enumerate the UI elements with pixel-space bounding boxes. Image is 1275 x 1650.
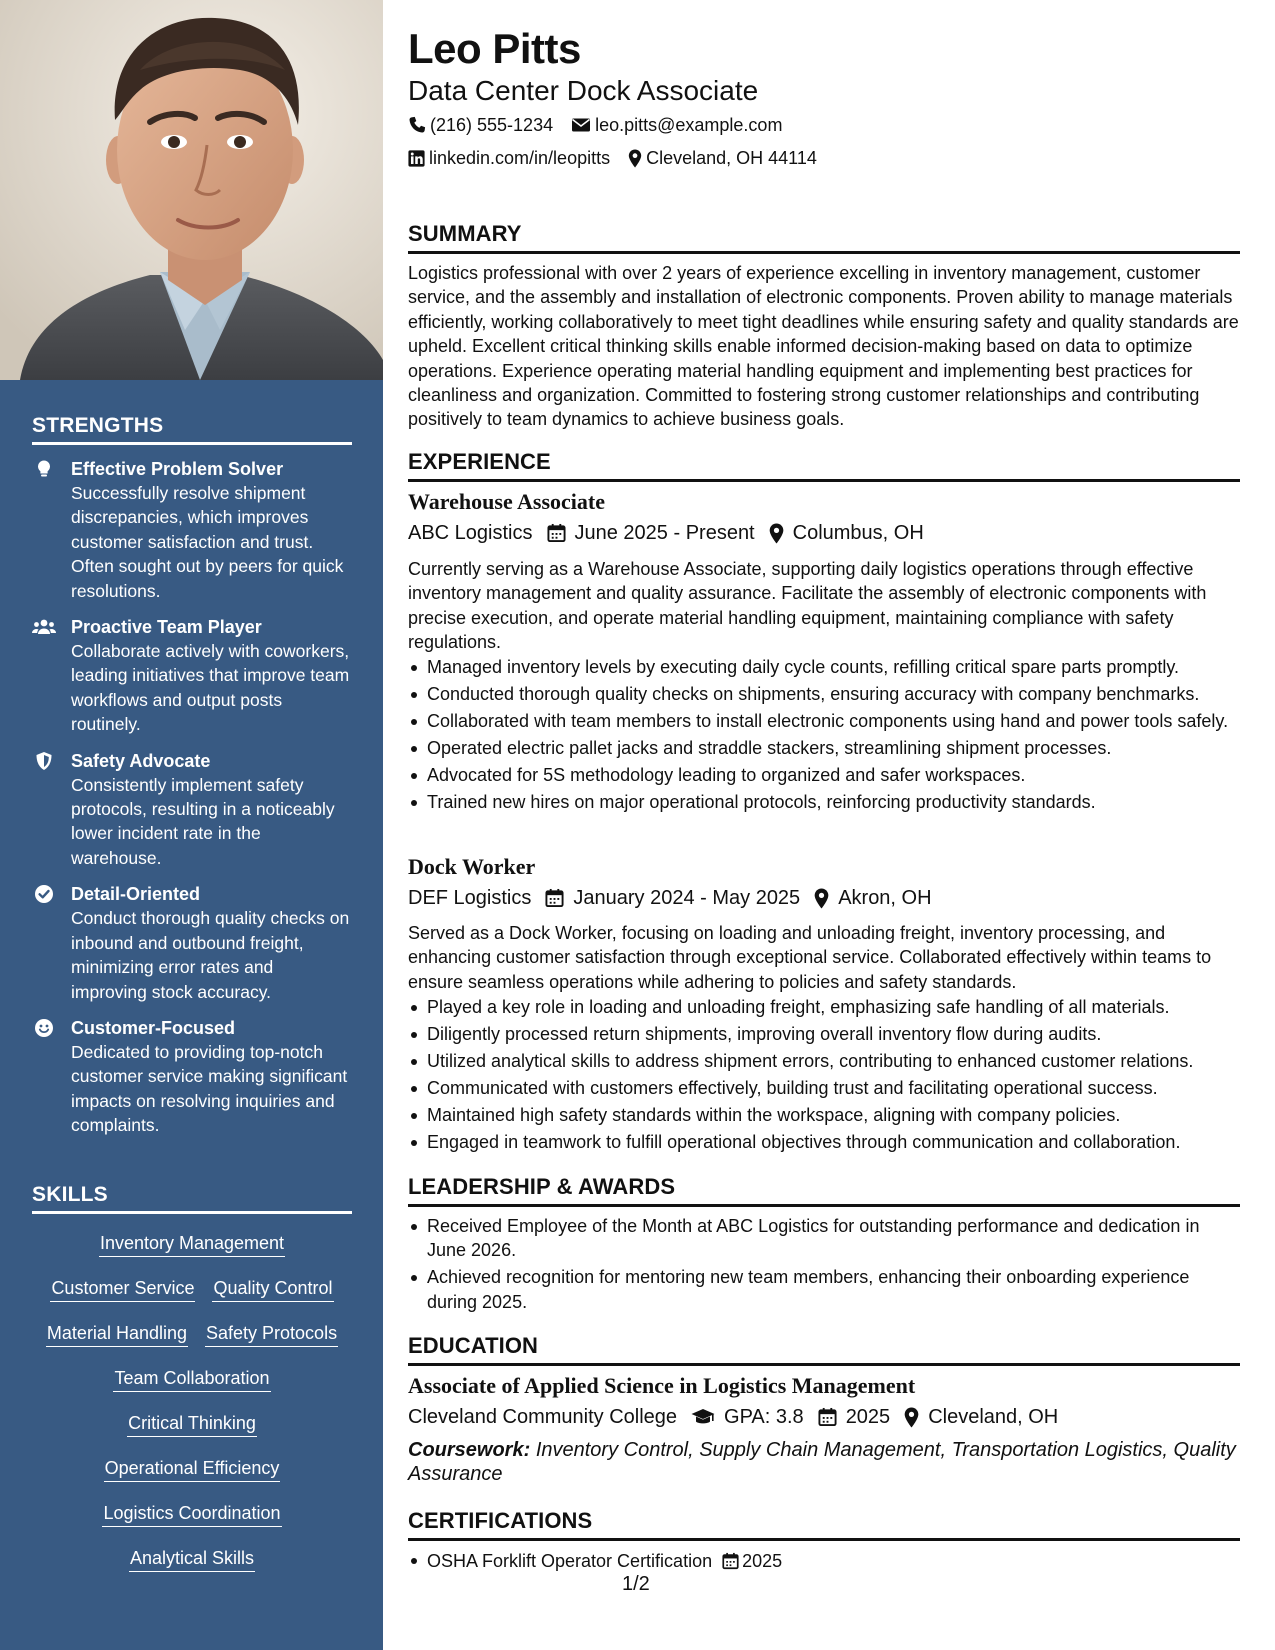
users-icon (32, 617, 56, 637)
list-item: Operated electric pallet jacks and straddle stackers, streamlining shipment processes. (408, 736, 1240, 760)
strength-description: Conduct thorough quality checks on inbound and outbound freight, minimizing error rates and improving stock accuracy. (71, 908, 350, 1002)
calendar-icon (722, 1552, 739, 1570)
list-item: Received Employee of the Month at ABC Logistics for outstanding performance and dedication in June 2026. (408, 1214, 1240, 1263)
portrait-illustration (0, 0, 383, 380)
graduation-cap-icon (691, 1408, 715, 1426)
certification-name: OSHA Forklift Operator Certification (427, 1551, 713, 1571)
location-pin-icon (904, 1407, 919, 1428)
strength-description: Collaborate actively with coworkers, leading initiatives that improve team workflows and output posts routinely. (71, 641, 350, 735)
calendar-icon (545, 888, 564, 908)
calendar-icon (818, 1407, 837, 1427)
gpa-text: GPA: 3.8 (724, 1406, 804, 1428)
skill-tag: Logistics Coordination (102, 1501, 281, 1527)
strength-item (32, 749, 352, 871)
job-description: Served as a Dock Worker, focusing on loading and unloading freight, inventory processing, and enhancing customer satisfaction through exceptional service. Collaborated effectively within teams to ensure seamless operations while adhering to policies and safety standards. (408, 923, 1212, 992)
list-item: Advocated for 5S methodology leading to organized and safer workspaces. (408, 763, 1240, 787)
skill-tag: Team Collaboration (113, 1366, 270, 1392)
coursework-label: Coursework: (408, 1439, 531, 1461)
graduation-year: 2025 (845, 1406, 891, 1428)
strength-item (32, 457, 352, 603)
check-circle-icon (34, 884, 54, 904)
leadership-bullets (408, 1214, 1240, 1314)
strength-description: Consistently implement safety protocols, resulting in a noticeably lower incident rate in the warehouse. (71, 774, 335, 868)
strength-item (32, 882, 352, 1004)
school-name: Cleveland Community College (408, 1406, 678, 1428)
email-link[interactable]: leo.pitts@example.com (595, 115, 783, 135)
strength-description: Dedicated to providing top-notch customer service making significant impacts on resolving inquiries and complaints. (71, 1041, 348, 1136)
job-dates: January 2024 - May 2025 (573, 887, 801, 909)
strength-description: Successfully resolve shipment discrepancies, which improves customer satisfaction and trust. Often sought out by peers for quick resolutions. (71, 483, 344, 601)
skill-tag: Safety Protocols (205, 1321, 338, 1347)
school-location: Cleveland, OH (928, 1406, 1059, 1428)
list-item: Engaged in teamwork to fulfill operational objectives through communication and collaboration. (408, 1130, 1240, 1154)
certification-year: 2025 (742, 1551, 783, 1571)
list-item: Trained new hires on major operational protocols, reinforcing productivity standards. (408, 790, 1240, 814)
lightbulb-icon (34, 459, 54, 479)
company-name: ABC Logistics (408, 522, 533, 544)
skills-section (32, 1183, 352, 1586)
list-item: Maintained high safety standards within the workspace, aligning with company policies. (408, 1103, 1240, 1127)
degree-title: Associate of Applied Science in Logistics Management (408, 1373, 916, 1398)
job-title: Dock Worker (408, 854, 536, 879)
list-item: Achieved recognition for mentoring new team members, enhancing their onboarding experience during 2025. (408, 1265, 1240, 1314)
list-item: Collaborated with team members to install electronic components using hand and power tools safely. (408, 709, 1240, 733)
strength-title: Effective Problem Solver (71, 459, 284, 479)
list-item: Managed inventory levels by executing daily cycle counts, refilling critical spare parts promptly. (408, 655, 1240, 679)
skill-tag: Quality Control (212, 1276, 333, 1302)
strength-title: Customer-Focused (71, 1017, 236, 1038)
contact-row (408, 113, 800, 137)
summary-text: Logistics professional with over 2 years of experience excelling in inventory management, customer service, and the assembly and installation of electronic components. Proven ability to manage materials efficiently, working collaboratively to meet tight deadlines while ensuring safety and quality standards are upheld. Excellent critical thinking skills enable informed decision-making based on data to optimize operations. Experience operating material handling equipment and implementing best practices for cleanliness and organization. Committed to fostering strong customer relationships and contributing positively to team dynamics to achieve business goals. (408, 263, 1239, 430)
location-pin-icon (628, 149, 642, 168)
list-item: Diligently processed return shipments, improving overall inventory flow during audits. (408, 1022, 1240, 1046)
sidebar (0, 0, 383, 1650)
location-text: Cleveland, OH 44114 (646, 148, 817, 168)
list-item: Communicated with customers effectively, building trust and facilitating operational success. (408, 1076, 1240, 1100)
job-dates: June 2025 - Present (574, 522, 755, 544)
coursework (408, 1438, 1240, 1486)
education-meta (408, 1404, 1072, 1430)
list-item: Utilized analytical skills to address shipment errors, contributing to enhanced customer relations. (408, 1049, 1240, 1073)
bullet-dot (411, 1558, 417, 1564)
calendar-icon (547, 523, 566, 543)
strength-item (32, 1016, 352, 1138)
skill-tag: Material Handling (46, 1321, 188, 1347)
strength-title: Safety Advocate (71, 750, 211, 771)
skill-tag: Customer Service (50, 1276, 195, 1302)
page-number: 1/2 (622, 1573, 650, 1595)
smile-icon (34, 1018, 54, 1038)
job-bullets (408, 995, 1240, 1154)
job-description: Currently serving as a Warehouse Associate, supporting daily logistics operations through effective inventory management and quality assurance. Facilitate the assembly of electronic components with precise execution, and operate material handling equipment, maintaining compliance with safety regulations. (408, 559, 1207, 653)
location-pin-icon (814, 888, 829, 909)
strength-title: Proactive Team Player (71, 617, 262, 638)
linkedin-icon (408, 150, 425, 167)
shield-icon (34, 751, 54, 771)
strength-title: Detail-Oriented (71, 884, 201, 905)
skill-tag: Analytical Skills (129, 1546, 255, 1572)
certifications-heading: CERTIFICATIONS (408, 1507, 1240, 1541)
education-heading: EDUCATION (408, 1332, 1240, 1366)
company-name: DEF Logistics (408, 887, 532, 909)
job-location: Akron, OH (838, 887, 932, 909)
job-meta (408, 520, 938, 546)
linkedin-link[interactable]: linkedin.com/in/leopitts (429, 148, 611, 168)
envelope-icon (571, 117, 591, 133)
skill-tag: Critical Thinking (127, 1411, 257, 1437)
job-title: Warehouse Associate (408, 489, 605, 514)
strengths-heading: STRENGTHS (32, 414, 352, 445)
strengths-section (32, 414, 352, 1138)
strength-item (32, 615, 352, 737)
candidate-title: Data Center Dock Associate (408, 75, 759, 106)
certification-item (408, 1549, 782, 1573)
job-location: Columbus, OH (792, 522, 924, 544)
job-meta (408, 885, 946, 911)
coursework-list: Inventory Control, Supply Chain Management, Transportation Logistics, Quality Assurance (408, 1439, 1236, 1485)
list-item: Conducted thorough quality checks on shipments, ensuring accuracy with company benchmarks. (408, 682, 1240, 706)
skill-list (32, 1226, 352, 1586)
candidate-name: Leo Pitts (408, 25, 581, 72)
skill-tag: Operational Efficiency (104, 1456, 281, 1482)
list-item: Played a key role in loading and unloading freight, emphasizing safe handling of all materials. (408, 995, 1240, 1019)
location-pin-icon (769, 523, 784, 544)
leadership-heading: LEADERSHIP & AWARDS (408, 1173, 1240, 1207)
profile-photo (0, 0, 383, 380)
job-bullets (408, 655, 1240, 814)
summary-heading: SUMMARY (408, 220, 1240, 254)
skills-heading: SKILLS (32, 1183, 352, 1214)
phone-icon (408, 116, 426, 134)
contact-row (408, 146, 835, 170)
skill-tag: Inventory Management (99, 1231, 285, 1257)
phone-number[interactable]: (216) 555-1234 (430, 115, 554, 135)
experience-heading: EXPERIENCE (408, 448, 1240, 482)
